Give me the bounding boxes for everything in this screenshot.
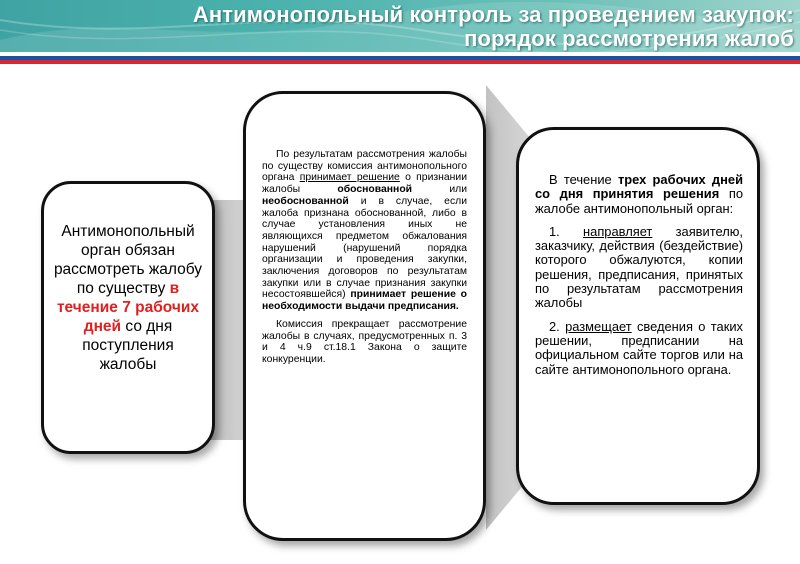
actions-item-1-text: заявителю, заказчику, действия (бездействие) которого обжалуются, копии решения, предписания, принятых по результатам рассмотрения жалобы: [535, 223, 743, 311]
decision-p1-unjustified: необоснованной: [262, 195, 349, 207]
decision-p1-justified: обоснованной: [337, 184, 413, 196]
decision-p1-part-g: и в случае, если жалоба признана обоснованной, либо в случае установления иных не являющихся предметом обжалования нарушений (нарушений порядка организации и проведения закупки, заключения договоров по результатам закупки или в случае признания закупки несостоявшейся): [262, 195, 468, 301]
deadline-highlight: в течение 7 рабочих дней: [56, 280, 200, 335]
actions-item-2-text: сведения о таких решении, предписании на официальном сайте торгов или на сайте антимонопольного органа.: [535, 318, 743, 377]
decision-paragraph-1: [262, 149, 467, 313]
decision-box: [243, 91, 486, 541]
deadline-text: [52, 222, 204, 374]
deadline-text-before: Антимонопольный орган обязан рассмотреть жалобу по существу: [53, 223, 203, 297]
actions-item-2-number: 2.: [549, 318, 560, 334]
decision-p1-accepts-decision: принимает решение: [299, 172, 400, 184]
actions-box: [516, 127, 760, 505]
actions-p1-part-c: по жалобе антимонопольный орган:: [535, 186, 743, 216]
actions-paragraph-2: [535, 225, 743, 311]
actions-text: [535, 173, 743, 377]
actions-paragraph-1: [535, 173, 743, 216]
actions-item-2-verb: размещает: [565, 318, 632, 334]
decision-text: [262, 149, 467, 366]
decision-paragraph-2: Комиссия прекращает рассмотрение жалобы в случаях, предусмотренных п. 3 и 4 ч.9 ст.18.1 Закона о защите конкуренции.: [262, 318, 467, 365]
decision-p1-part-a: По результатам рассмотрения жалобы по существу комиссия антимонопольного органа: [262, 149, 467, 184]
decision-p1-or: или: [449, 184, 468, 196]
actions-p1-part-a: В течение: [549, 172, 612, 187]
title-line-1: Антимонопольный контроль за проведением закупок:: [192, 2, 794, 27]
decision-p1-order-decision: принимает решение о необходимости выдачи предписания.: [262, 289, 467, 313]
deadline-text-after: со дня поступления жалобы: [82, 318, 174, 373]
actions-p1-three-days: трех рабочих дней со дня принятия решения: [535, 172, 743, 202]
actions-paragraph-3: [535, 320, 743, 377]
actions-item-1-number: 1.: [549, 223, 560, 239]
decision-p1-part-c: о признании жалобы: [262, 172, 468, 196]
deadline-box: [41, 181, 215, 454]
title-line-2: порядок рассмотрения жалоб: [464, 26, 794, 51]
actions-item-1-verb: направляет: [583, 223, 653, 239]
